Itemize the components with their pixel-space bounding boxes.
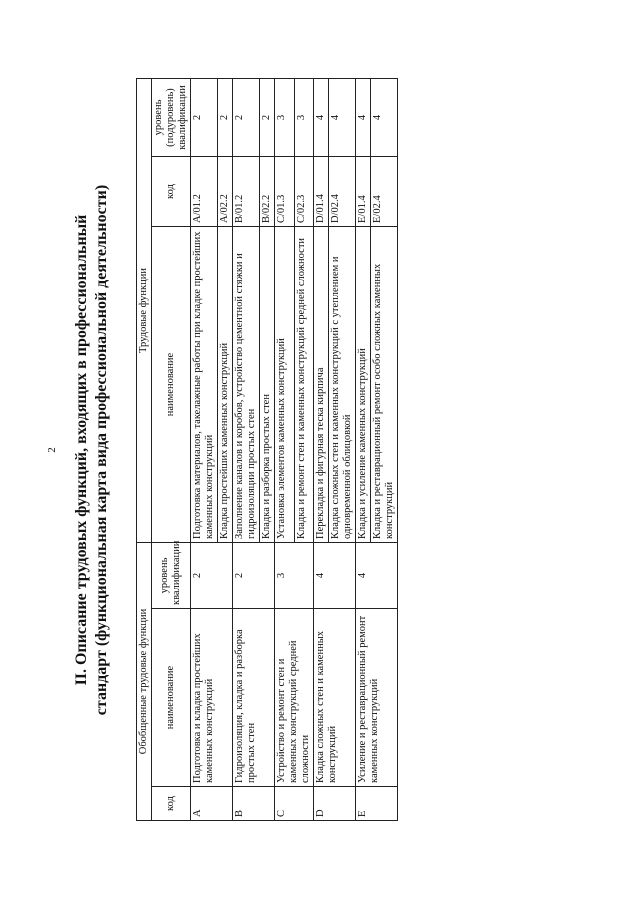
header-row-2 bbox=[152, 78, 191, 820]
function-code: B/02.2 bbox=[260, 157, 275, 227]
function-code: B/01.2 bbox=[233, 157, 260, 227]
func-level-header: уровень (подуровень) квалификации bbox=[152, 78, 191, 156]
function-name: Кладка и усиление каменных конструкций bbox=[356, 227, 371, 543]
gen-code-header: код bbox=[152, 787, 191, 821]
function-code: E/02.4 bbox=[371, 157, 398, 227]
table-row bbox=[356, 78, 371, 820]
function-level: 2 bbox=[260, 78, 275, 156]
function-level: 3 bbox=[275, 78, 295, 156]
function-level: 4 bbox=[371, 78, 398, 156]
group-level: 2 bbox=[233, 543, 275, 609]
group-name: Кладка сложных стен и каменных конструкций bbox=[314, 609, 356, 787]
page-number: 2 bbox=[46, 447, 58, 453]
table-row bbox=[314, 78, 329, 820]
function-code: E/01.4 bbox=[356, 157, 371, 227]
func-name-header: наименование bbox=[152, 227, 191, 543]
function-name: Кладка и разборка простых стен bbox=[260, 227, 275, 543]
function-level: 3 bbox=[294, 78, 314, 156]
function-code: D/02.4 bbox=[329, 157, 356, 227]
group-code: C bbox=[275, 787, 314, 821]
title-line-1: II. Описание трудовых функций, входящих в профессиональный bbox=[73, 214, 90, 686]
group-name: Гидроизоляция, кладка и разборка простых стен bbox=[233, 609, 275, 787]
function-code: A/02.2 bbox=[218, 157, 233, 227]
group-level: 2 bbox=[191, 543, 233, 609]
function-level: 2 bbox=[218, 78, 233, 156]
group-level: 4 bbox=[356, 543, 398, 609]
table-row bbox=[191, 78, 218, 820]
group-code: B bbox=[233, 787, 275, 821]
group-name: Подготовка и кладка простейших каменных конструкций bbox=[191, 609, 233, 787]
table-row bbox=[233, 78, 260, 820]
gen-level-header: уровень квалификации bbox=[152, 543, 191, 609]
function-name: Кладка и ремонт стен и каменных конструкций средней сложности bbox=[294, 227, 314, 543]
table-row bbox=[275, 78, 295, 820]
group-name: Усиление и реставрационный ремонт каменных конструкций bbox=[356, 609, 398, 787]
rotated-content bbox=[40, 45, 600, 855]
function-name: Кладка сложных стен и каменных конструкций с утеплением и одновременной облицовкой bbox=[329, 227, 356, 543]
function-code: C/02.3 bbox=[294, 157, 314, 227]
function-level: 2 bbox=[191, 78, 218, 156]
function-name: Подготовка материалов, такелажные работы при кладке простейших каменных конструкций bbox=[191, 227, 218, 543]
function-name: Установка элементов каменных конструкций bbox=[275, 227, 295, 543]
title-line-2: стандарт (функциональная карта вида профессиональной деятельности) bbox=[93, 184, 110, 716]
function-name: Перекладка и фигурная теска кирпича bbox=[314, 227, 329, 543]
group-code: D bbox=[314, 787, 356, 821]
function-name: Кладка простейших каменных конструкций bbox=[218, 227, 233, 543]
group-level: 4 bbox=[314, 543, 356, 609]
function-name: Заполнение каналов и коробов, устройство цементной стяжки и гидроизоляции простых стен bbox=[233, 227, 260, 543]
group-code: E bbox=[356, 787, 398, 821]
generalized-functions-header: Обобщенные трудовые функции bbox=[137, 543, 152, 821]
function-level: 4 bbox=[329, 78, 356, 156]
function-level: 2 bbox=[233, 78, 260, 156]
functional-map-table-wrapper bbox=[136, 79, 398, 821]
func-code-header: код bbox=[152, 157, 191, 227]
section-title bbox=[72, 45, 112, 855]
function-code: D/01.4 bbox=[314, 157, 329, 227]
group-code: A bbox=[191, 787, 233, 821]
functional-map-table bbox=[136, 78, 398, 821]
function-code: A/01.2 bbox=[191, 157, 218, 227]
function-level: 4 bbox=[314, 78, 329, 156]
function-code: C/01.3 bbox=[275, 157, 295, 227]
group-name: Устройство и ремонт стен и каменных конструкций средней сложности bbox=[275, 609, 314, 787]
function-name: Кладка и реставрационный ремонт особо сложных каменных конструкций bbox=[371, 227, 398, 543]
labor-functions-header: Трудовые функции bbox=[137, 78, 152, 542]
group-level: 3 bbox=[275, 543, 314, 609]
function-level: 4 bbox=[356, 78, 371, 156]
gen-name-header: наименование bbox=[152, 609, 191, 787]
header-row-1 bbox=[137, 78, 152, 820]
